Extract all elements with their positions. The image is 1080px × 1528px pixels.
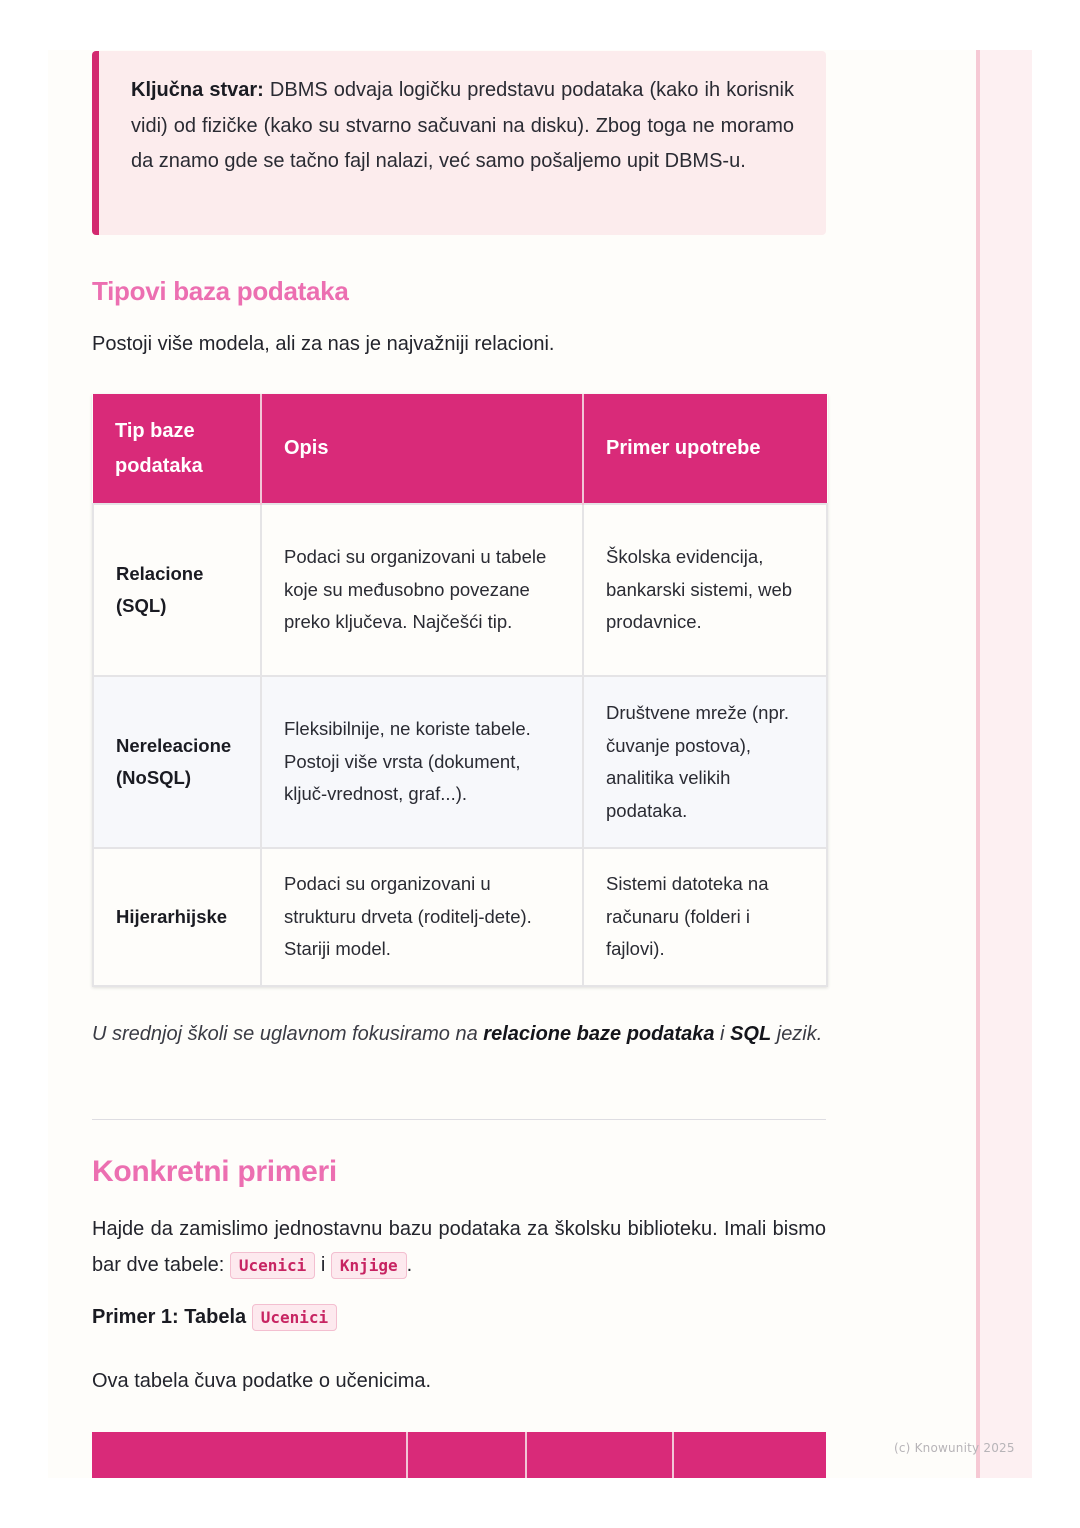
table-cell-description: Podaci su organizovani u strukturu drveta (roditelj-dete). Stariji model. — [261, 848, 583, 986]
table-row — [93, 848, 827, 986]
database-types-table — [92, 394, 828, 987]
note-bold-relational: relacione baze podataka — [483, 1023, 715, 1045]
watermark: (c) Knowunity 2025 — [894, 1441, 1015, 1455]
table-cell-example: Društvene mreže (npr. čuvanje postova), analitika velikih podataka. — [583, 676, 827, 848]
example-1-description: Ova tabela čuva podatke o učenicima. — [92, 1370, 432, 1392]
section-heading-examples: Konkretni primeri — [92, 1155, 337, 1188]
table-cell-example: Sistemi datoteka na računaru (folderi i fajlovi). — [583, 848, 827, 986]
table-cell-description: Podaci su organizovani u tabele koje su međusobno povezane preko ključeva. Najčešći tip. — [261, 504, 583, 676]
table-cell-description: Fleksibilnije, ne koriste tabele. Postoji više vrsta (dokument, ključ-vrednost, graf...). — [261, 676, 583, 848]
note-text-1: U srednjoj školi se uglavnom fokusiramo na — [92, 1023, 484, 1045]
students-table-header-cell — [408, 1432, 527, 1478]
table-header-type: Tip baze podataka — [93, 394, 261, 504]
page-side-strip — [976, 50, 1032, 1478]
section-heading-types: Tipovi baza podataka — [92, 276, 349, 306]
table-header-example: Primer upotrebe — [583, 394, 827, 504]
code-tag-knjige: Knjige — [331, 1252, 407, 1279]
examples-intro-end: . — [406, 1253, 413, 1276]
types-intro: Postoji više modela, ali za nas je najvažniji relacioni. — [92, 333, 555, 355]
example-1-title — [92, 1306, 337, 1329]
example-1-title-text: Primer 1: Tabela — [92, 1306, 252, 1328]
callout-label: Ključna stvar: — [131, 79, 264, 101]
table-cell-type: Relacione (SQL) — [93, 504, 261, 676]
students-table-header-cell — [674, 1432, 826, 1478]
table-cell-type: Hijerarhijske — [93, 848, 261, 986]
section-divider — [92, 1119, 826, 1120]
key-point-callout — [92, 51, 826, 235]
code-tag-ucenici-title: Ucenici — [252, 1304, 337, 1331]
students-table-header-cell — [92, 1432, 408, 1478]
examples-intro-text: Hajde da zamislimo jednostavnu bazu podataka za školsku biblioteku. Imali bismo bar dve tabele: — [92, 1218, 826, 1276]
students-table-header-cell — [527, 1432, 674, 1478]
table-header-description: Opis — [261, 394, 583, 504]
table-row — [93, 504, 827, 676]
students-table-header — [92, 1432, 826, 1478]
page-side-line — [976, 50, 980, 1478]
note-text-2: i — [714, 1023, 731, 1045]
table-header-row — [93, 394, 827, 504]
code-tag-ucenici: Ucenici — [230, 1252, 315, 1279]
note-text-3: jezik. — [771, 1023, 823, 1045]
table-cell-type: Nereleacione (NoSQL) — [93, 676, 261, 848]
focus-note — [92, 1017, 826, 1053]
document-page — [48, 50, 976, 1478]
examples-intro-between: i — [315, 1253, 331, 1276]
callout-text: DBMS odvaja logičku predstavu podataka (kako ih korisnik vidi) od fizičke (kako su stvarno sačuvani na disku). Zbog toga ne moramo da znamo gde se tačno fajl nalazi, već samo pošaljemo upit DBMS-u. — [131, 79, 794, 172]
table-cell-example: Školska evidencija, bankarski sistemi, web prodavnice. — [583, 504, 827, 676]
examples-intro — [92, 1212, 826, 1283]
table-row — [93, 676, 827, 848]
note-bold-sql: SQL — [730, 1023, 772, 1045]
